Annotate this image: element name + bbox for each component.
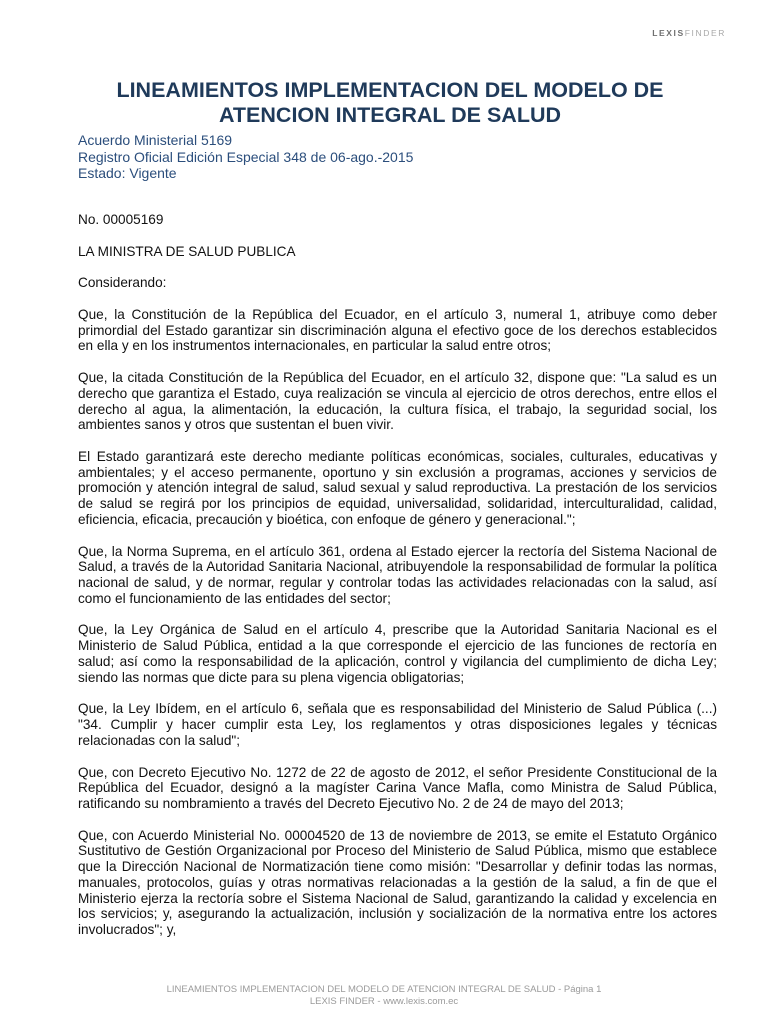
document-title: LINEAMIENTOS IMPLEMENTACION DEL MODELO DE ATENCION INTEGRAL DE SALUD — [116, 78, 664, 127]
considerando-paragraph: Que, con Acuerdo Ministerial No. 00004520 de 13 de noviembre de 2013, se emite el Estatuto Orgánico Sustitutivo de Gestión Organizacional por Proceso del Ministerio de Salud Pública, mismo que establece que la Dirección Nacional de Normatización tiene como misión: "Desarrollar y definir todas las normas, manuales, protocolos, guías y otras normativas relacionadas a la gestión de la salud, a fin de que el Ministerio ejerza la rectoría sobre el Sistema Nacional de Salud, garantizando la calidad y excelencia en los servicios; y, asegurando la actualización, inclusión y socialización de la normativa entre los actores involucrados"; y, — [78, 827, 717, 938]
considerando-paragraph: El Estado garantizará este derecho mediante políticas económicas, sociales, culturales, educativas y ambientales; y el acceso permanente, oportuno y sin exclusión a programas, acciones y servicios de promoción y atención integral de salud, salud sexual y salud reproductiva. La prestación de los servicios de salud se regirá por los principios de equidad, universalidad, solidaridad, interculturalidad, calidad, eficiencia, eficacia, precaución y bioética, con enfoque de género y generacional."; — [78, 448, 717, 527]
registro-oficial: Registro Oficial Edición Especial 348 de 06-ago.-2015 — [78, 148, 414, 165]
considerando-paragraph: Que, la Ley Orgánica de Salud en el artículo 4, prescribe que la Autoridad Sanitaria Nacional es el Ministerio de Salud Pública, entidad a la que corresponde el ejercicio de las funciones de rectoría en salud; así como la responsabilidad de la aplicación, control y vigilancia del cumplimiento de dicha Ley; siendo las normas que dicte para su plena vigencia obligatorias; — [78, 622, 717, 685]
considerando-paragraph: Que, la citada Constitución de la República del Ecuador, en el artículo 32, dispone que: "La salud es un derecho que garantiza el Estado, cuya realización se vincula al ejercicio de otros derechos, entre ellos el derecho al agua, la alimentación, la educación, la cultura física, el trabajo, la seguridad social, los ambientes sanos y otros que sustentan el buen vivir. — [78, 370, 717, 433]
acuerdo-ministerial: Acuerdo Ministerial 5169 — [78, 132, 233, 148]
estado-vigente: Estado: Vigente — [78, 165, 177, 181]
considerando-paragraph: Que, con Decreto Ejecutivo No. 1272 de 22 de agosto de 2012, el señor Presidente Constitucional de la República del Ecuador, designó a la magíster Carina Vance Mafla, como Ministra de Salud Pública, ratificando su nombramiento a través del Decreto Ejecutivo No. 2 de 24 de mayo del 2013; — [78, 764, 717, 812]
considerando-paragraph: Que, la Constitución de la República del Ecuador, en el artículo 3, numeral 1, atribuye como deber primordial del Estado garantizar sin discriminación alguna el efectivo goce de los derechos establecidos en ella y en los instrumentos internacionales, en particular la salud entre otros; — [78, 306, 717, 354]
brand-logo-bold-text: LEXIS — [652, 28, 685, 38]
page-footer — [0, 984, 768, 1008]
document-body — [78, 212, 717, 954]
brand-logo — [652, 28, 726, 38]
considerando-paragraph: Que, la Ley Ibídem, en el artículo 6, señala que es responsabilidad del Ministerio de Salud Pública (...) "34. Cumplir y hacer cumplir esta Ley, los reglamentos y otras disposiciones legales y técnicas relacionadas con la salud"; — [78, 701, 717, 748]
document-metadata — [78, 132, 718, 182]
considerando-heading: Considerando: — [78, 275, 167, 291]
footer-document-title: LINEAMIENTOS IMPLEMENTACION DEL MODELO DE ATENCION INTEGRAL DE SALUD - Página 1 — [166, 984, 602, 995]
considerando-paragraph: Que, la Norma Suprema, en el artículo 361, ordena al Estado ejercer la rectoría del Sistema Nacional de Salud, a través de la Autoridad Sanitaria Nacional, atribuyendole la responsabilidad de formular la política nacional de salud, y de normar, regular y controlar todas las actividades relacionadas con la salud, así como el funcionamiento de las entidades del sector; — [78, 543, 717, 606]
document-number: No. 00005169 — [78, 212, 164, 227]
brand-logo-light-text: FINDER — [684, 28, 726, 38]
footer-source: LEXIS FINDER - www.lexis.com.ec — [309, 996, 459, 1007]
issuer-heading: LA MINISTRA DE SALUD PUBLICA — [78, 243, 296, 259]
